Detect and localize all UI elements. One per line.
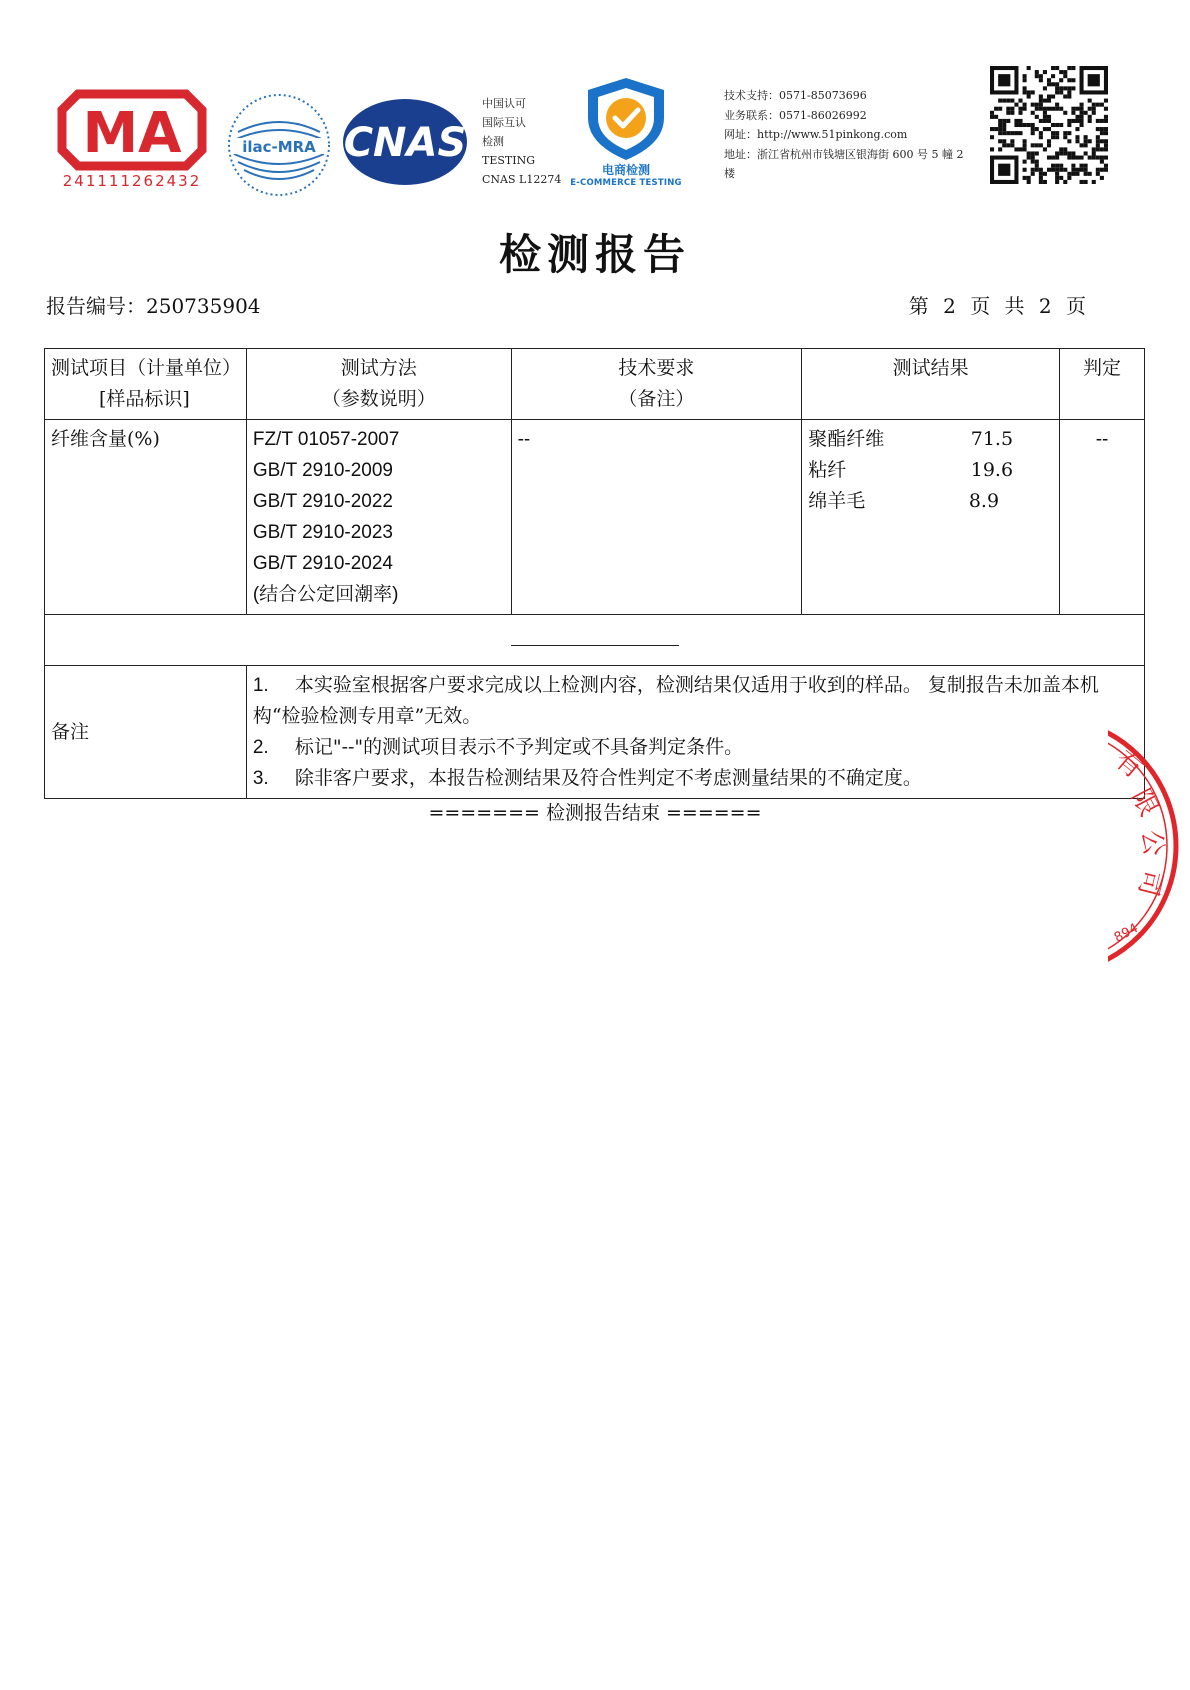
address-line: 地址：浙江省杭州市钱塘区银海街 600 号 5 幢 2 楼 — [724, 147, 964, 180]
seal-char: 有 — [1109, 744, 1149, 785]
header-result — [802, 349, 1060, 420]
cnas-line: CNAS L12274 — [482, 173, 562, 186]
table-header-row — [45, 349, 1145, 420]
test-item: 纤维含量(%) — [51, 428, 160, 450]
results-table — [44, 348, 1145, 799]
fiber-name: 绵羊毛 — [808, 490, 866, 512]
cnas-line: 国际互认 — [482, 116, 526, 129]
fiber-value: 71.5 — [970, 428, 1014, 450]
header-line: 判定 — [1083, 357, 1122, 379]
fiber-name: 粘纤 — [808, 459, 847, 481]
note-number: 3. — [252, 768, 269, 789]
notes-cell — [246, 666, 1144, 799]
note-text: 除非客户要求，本报告检测结果及符合性判定不考虑测量结果的不确定度。 — [294, 767, 922, 789]
header-line: [样品标识] — [99, 388, 190, 410]
notes-label-cell — [45, 666, 247, 799]
notes-row — [45, 666, 1145, 799]
fiber-name: 聚酯纤维 — [808, 428, 885, 450]
note-number: 1. — [252, 675, 269, 696]
judgement-cell — [1060, 420, 1145, 615]
cnas-line: TESTING — [482, 154, 535, 167]
ecommerce-label-main: 电商检测 — [601, 163, 650, 177]
method-line: FZ/T 01057-2007 — [252, 429, 400, 450]
result-line — [808, 486, 1053, 517]
judgement-value: -- — [1095, 429, 1109, 450]
method-line: GB/T 2910-2024 — [252, 553, 393, 574]
note-item — [253, 763, 1138, 794]
note-item — [253, 732, 1138, 763]
document-title: 检测报告 — [498, 230, 691, 279]
ecommerce-testing-logo — [566, 74, 686, 190]
website-line: 网址：http://www.51pinkong.com — [724, 128, 908, 141]
header-judgement — [1060, 349, 1145, 420]
header-line: 测试项目（计量单位） — [51, 357, 242, 379]
report-number: 报告编号：250735904 — [46, 294, 261, 318]
result-cell — [802, 420, 1060, 615]
header-line: （备注） — [618, 388, 695, 410]
tech-support-line: 技术支持：0571-85073696 — [724, 89, 867, 102]
header-test-method — [246, 349, 511, 420]
fiber-value: 8.9 — [968, 490, 1000, 512]
table-row — [45, 420, 1145, 615]
test-method-cell — [246, 420, 511, 615]
qr-code-icon — [990, 66, 1108, 184]
ilac-text: ilac-MRA — [242, 138, 316, 156]
official-seal-stamp — [1108, 716, 1190, 974]
header-line: （参数说明） — [321, 388, 436, 410]
test-item-cell — [45, 420, 247, 615]
business-line: 业务联系：0571-86026992 — [724, 108, 867, 122]
note-text: 本实验室根据客户要求完成以上检测内容，检测结果仅适用于收到的样品。 复制报告未加盖本机构“检验检测专用章”无效。 — [252, 674, 1099, 727]
method-line: GB/T 2910-2022 — [252, 491, 393, 512]
note-item — [253, 670, 1138, 732]
method-line: GB/T 2910-2023 — [252, 522, 393, 543]
method-line: GB/T 2910-2009 — [252, 460, 393, 481]
seal-char: 公 — [1135, 828, 1169, 858]
note-number: 2. — [252, 737, 269, 758]
cnas-line: 中国认可 — [482, 97, 526, 110]
contact-info — [724, 86, 974, 184]
separator-cell — [45, 615, 1145, 666]
notes-label: 备注 — [51, 720, 90, 743]
note-text: 标记"--"的测试项目表示不予判定或不具备判定条件。 — [294, 736, 744, 758]
seal-char: 限 — [1125, 784, 1164, 822]
header-requirement — [511, 349, 802, 420]
header-test-item — [45, 349, 247, 420]
ilac-mra-logo — [226, 92, 332, 198]
cnas-line: 检测 — [482, 135, 504, 148]
method-line: (结合公定回潮率) — [252, 584, 399, 605]
requirement-value: -- — [517, 429, 531, 450]
result-line — [808, 424, 1053, 455]
cma-letters: MA — [82, 101, 182, 166]
header-line: 测试方法 — [340, 357, 417, 379]
report-end-marker: ======= 检测报告结束 ====== — [428, 802, 762, 824]
separator-row — [45, 615, 1145, 666]
cnas-logo — [340, 96, 470, 188]
header-line: 技术要求 — [618, 357, 695, 379]
cma-logo — [56, 88, 208, 196]
seal-digits: 894 — [1111, 920, 1141, 946]
result-line — [808, 455, 1053, 486]
page-number: 第 2 页 共 2 页 — [908, 294, 1090, 318]
ecommerce-label — [566, 164, 686, 190]
seal-char: 司 — [1132, 866, 1168, 900]
cnas-letters: CNAS — [343, 120, 467, 166]
ecommerce-label-sub: E-COMMERCE TESTING — [570, 178, 682, 188]
cnas-text-block — [482, 94, 561, 189]
header-line: 测试结果 — [892, 357, 969, 379]
cma-number: 241111262432 — [62, 172, 202, 190]
fiber-value: 19.6 — [970, 459, 1014, 481]
requirement-cell — [511, 420, 802, 615]
separator-line — [511, 645, 679, 646]
